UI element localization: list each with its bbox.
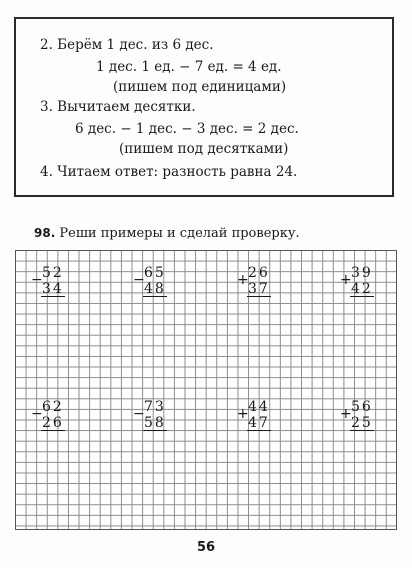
exercise-top-number: 56 bbox=[351, 399, 373, 415]
step-3-note: (пишем под десятками) bbox=[119, 141, 289, 157]
step-2-title: 2. Берём 1 дес. из 6 дес. bbox=[40, 37, 214, 53]
exercise-6 bbox=[133, 399, 173, 431]
exercise-bottom-number: 48 bbox=[144, 281, 166, 297]
exercise-3 bbox=[237, 265, 277, 297]
exercise-underline bbox=[247, 296, 271, 297]
exercise-5 bbox=[31, 399, 71, 431]
exercise-top-number: 26 bbox=[248, 265, 270, 281]
exercise-bottom-number: 42 bbox=[351, 281, 373, 297]
exercise-top-number: 73 bbox=[144, 399, 166, 415]
exercise-bottom-number: 25 bbox=[351, 415, 373, 431]
exercise-sign: + bbox=[340, 406, 352, 422]
task-header bbox=[34, 226, 300, 241]
page-number: 56 bbox=[196, 540, 216, 555]
exercise-sign: + bbox=[237, 406, 249, 422]
step-2-note: (пишем под единицами) bbox=[113, 79, 287, 95]
exercise-2 bbox=[133, 265, 173, 297]
exercise-top-number: 62 bbox=[42, 399, 64, 415]
exercise-underline bbox=[350, 430, 374, 431]
exercise-sign: + bbox=[237, 272, 249, 288]
exercise-7 bbox=[237, 399, 277, 431]
exercise-sign: − bbox=[31, 406, 43, 422]
exercise-sign: − bbox=[133, 406, 145, 422]
exercise-underline bbox=[143, 296, 167, 297]
step-4-title: 4. Читаем ответ: разность равна 24. bbox=[40, 164, 298, 180]
step-3-calculation: 6 дес. − 1 дес. − 3 дес. = 2 дес. bbox=[75, 121, 299, 137]
step-3-title: 3. Вычитаем десятки. bbox=[40, 99, 196, 115]
exercise-1 bbox=[31, 265, 71, 297]
exercise-underline bbox=[143, 430, 167, 431]
exercise-underline bbox=[41, 430, 65, 431]
task-text: Реши примеры и сделай проверку. bbox=[59, 226, 300, 241]
exercise-top-number: 44 bbox=[248, 399, 270, 415]
exercise-top-number: 52 bbox=[42, 265, 64, 281]
exercise-top-number: 65 bbox=[144, 265, 166, 281]
task-number: 98. bbox=[34, 226, 56, 240]
exercise-underline bbox=[350, 296, 374, 297]
exercise-4 bbox=[340, 265, 380, 297]
step-2-calculation: 1 дес. 1 ед. − 7 ед. = 4 ед. bbox=[96, 59, 282, 75]
exercise-bottom-number: 58 bbox=[144, 415, 166, 431]
exercise-sign: − bbox=[31, 272, 43, 288]
exercise-top-number: 39 bbox=[351, 265, 373, 281]
exercise-sign: − bbox=[133, 272, 145, 288]
exercise-sign: + bbox=[340, 272, 352, 288]
exercise-bottom-number: 26 bbox=[42, 415, 64, 431]
exercise-bottom-number: 37 bbox=[248, 281, 270, 297]
exercise-underline bbox=[41, 296, 65, 297]
exercise-underline bbox=[247, 430, 271, 431]
exercise-8 bbox=[340, 399, 380, 431]
exercise-bottom-number: 47 bbox=[248, 415, 270, 431]
exercise-bottom-number: 34 bbox=[42, 281, 64, 297]
